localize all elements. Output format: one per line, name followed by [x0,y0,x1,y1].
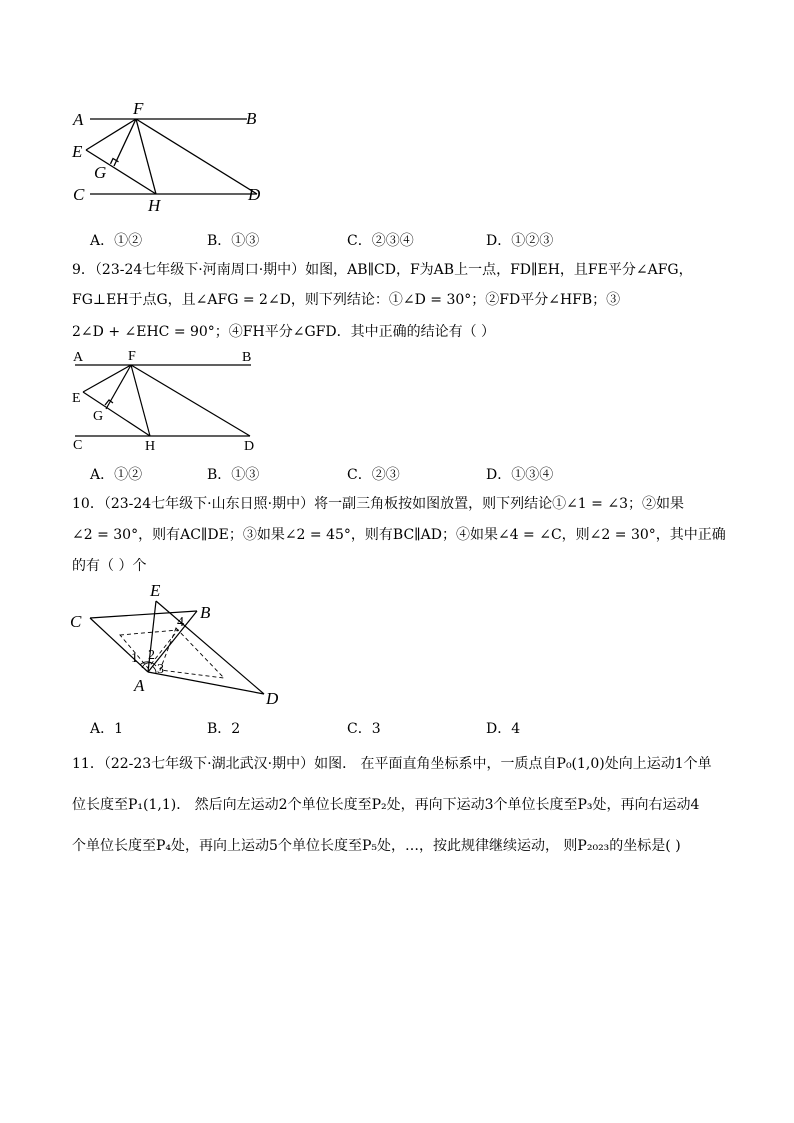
q9-option-a[interactable]: A．①② [90,467,143,483]
q11-line2: 位长度至P₁(1,1)． 然后向左运动2个单位长度至P₂处，再向下运动3个单位长度至P₃处，再向右运动4 [72,797,700,813]
q8-option-a[interactable]: A．①② [90,233,143,249]
q8-option-d[interactable]: D．①②③ [486,233,554,249]
q10-line1: 10．（23-24七年级下·山东日照·期中）将一副三角板按如图放置，则下列结论①∠1 = ∠3；②如果 [72,496,684,512]
q8-option-b[interactable]: B．①③ [207,233,260,249]
label-h: H [148,196,161,215]
q9-option-d[interactable]: D．①③④ [486,467,554,483]
label-c: C [70,612,82,631]
figure-q8 [70,100,270,215]
q10-option-a[interactable]: A．1 [90,721,124,737]
label-a: A [73,110,84,129]
figure-q10 [68,580,288,710]
q9-line2: FG⊥EH于点G，且∠AFG = 2∠D，则下列结论：①∠D = 30°；②FD平分∠HFB；③ [72,292,621,308]
segment-ca [90,618,148,672]
label-f: F [128,349,136,364]
label-e: E [72,391,81,406]
q9-line3: 2∠D + ∠EHC = 90°；④FH平分∠GFD．其中正确的结论有（ ） [72,324,496,340]
label-d: D [266,689,279,708]
label-d: D [244,439,255,454]
label-g: G [93,409,104,424]
label-g: G [94,163,107,182]
label-a: A [134,676,145,695]
figure-q9 [68,345,268,455]
q11-line3: 个单位长度至P₄处，再向上运动5个单位长度至P₅处，…，按此规律继续运动， 则P₂₀₂₃的坐标是( ) [72,838,681,854]
label-d: D [248,185,261,204]
label-b: B [200,603,211,622]
label-b: B [242,350,252,365]
label-angle-4: 4 [177,615,184,630]
label-f: F [133,99,144,118]
q10-option-b[interactable]: B．2 [207,721,241,737]
q9-option-b[interactable]: B．①③ [207,467,260,483]
q10-option-d[interactable]: D．4 [486,721,521,737]
segment-ba [148,611,197,672]
label-c: C [73,438,83,453]
q9-option-c[interactable]: C．②③ [347,467,400,483]
label-angle-3: 3 [157,662,164,677]
q10-line2: ∠2 = 30°，则有AC∥DE；③如果∠2 = 45°，则有BC∥AD；④如果∠4 = ∠C，则∠2 = 30°，其中正确 [72,527,726,543]
label-c: C [73,185,85,204]
label-angle-1: 1 [131,651,138,666]
label-h: H [145,439,156,454]
label-e: E [150,581,161,600]
label-angle-2: 2 [148,648,155,663]
label-e: E [72,142,83,161]
q10-line3: 的有（ ）个 [72,558,147,574]
q9-line1: 9．（23-24七年级下·河南周口·期中）如图，AB∥CD，F为AB上一点，FD∥EH，且FE平分∠AFG， [72,262,693,278]
label-b: B [246,109,257,128]
q8-option-c[interactable]: C．②③④ [347,233,414,249]
label-a: A [73,350,84,365]
segment-fd [136,119,257,194]
q10-option-c[interactable]: C．3 [347,721,381,737]
q11-line1: 11．（22-23七年级下·湖北武汉·期中）如图． 在平面直角坐标系中，一质点自P₀(1,0)处向上运动1个单 [72,756,712,772]
segment-fd [131,365,250,436]
